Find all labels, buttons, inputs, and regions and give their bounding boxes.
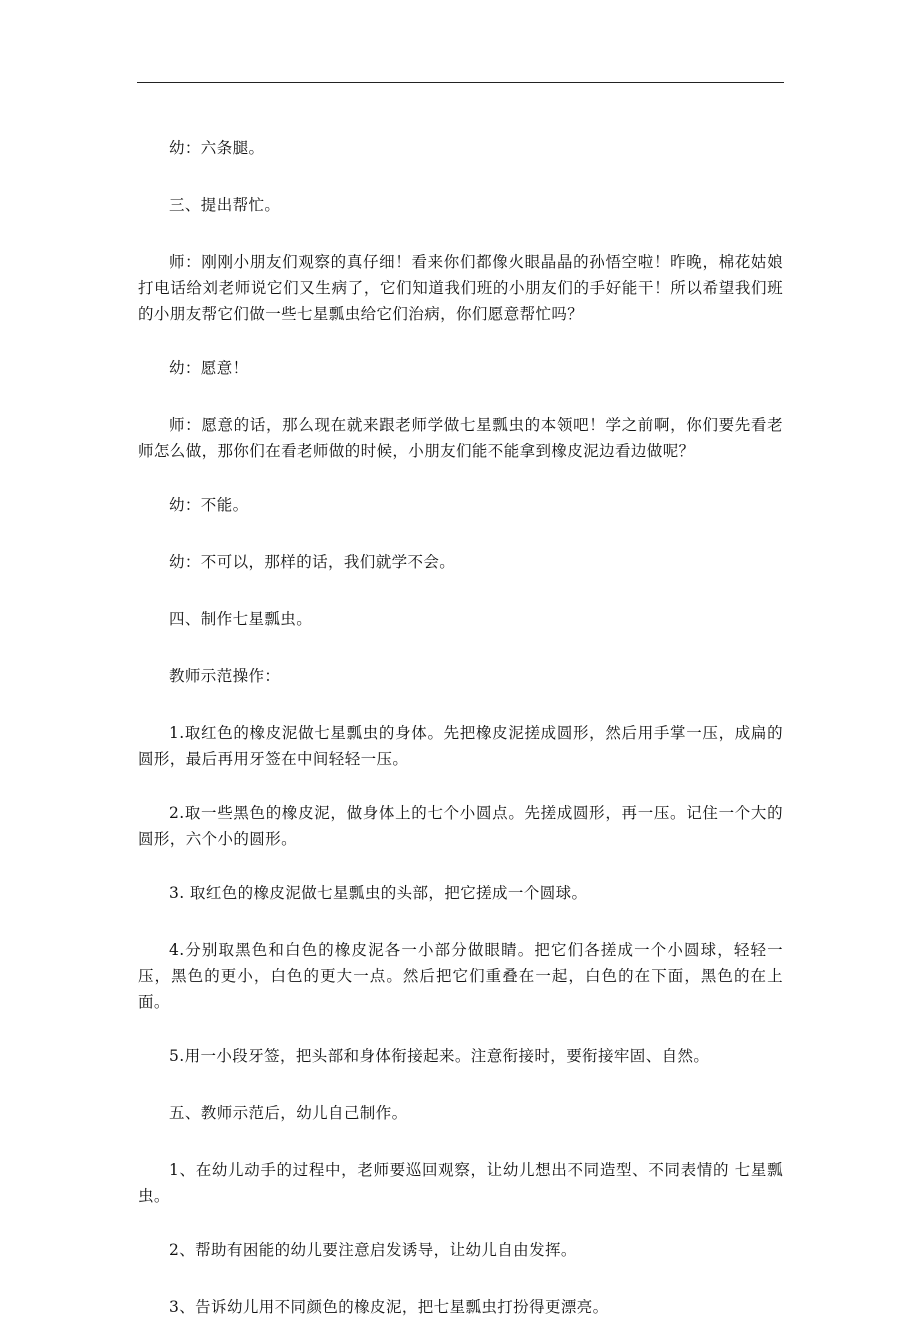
step-5: 5.用一小段牙签，把头部和身体衔接起来。注意衔接时，要衔接牢固、自然。 bbox=[169, 1047, 710, 1065]
section-heading-4: 四、制作七星瓢虫。 bbox=[169, 610, 313, 628]
paragraph-1: 幼：六条腿。 bbox=[169, 139, 265, 157]
paragraph-child-3: 幼：不可以，那样的话，我们就学不会。 bbox=[169, 553, 456, 571]
document-body bbox=[138, 135, 783, 1320]
paragraph-teacher-1: 师：刚刚小朋友们观察的真仔细！看来你们都像火眼晶晶的孙悟空啦！昨晚，棉花姑娘打电话给刘老师说它们又生病了，它们知道我们班的小朋友们的手好能干！所以希望我们班的小朋友帮它们做一些七星瓢虫给它们治病，你们愿意帮忙吗？ bbox=[138, 253, 783, 323]
guide-item-2: 2、帮助有困能的幼儿要注意启发诱导，让幼儿自由发挥。 bbox=[169, 1241, 577, 1259]
step-3: 3. 取红色的橡皮泥做七星瓢虫的头部，把它搓成一个圆球。 bbox=[169, 884, 588, 902]
paragraph-child-1: 幼：愿意！ bbox=[169, 359, 249, 377]
step-1: 1.取红色的橡皮泥做七星瓢虫的身体。先把橡皮泥搓成圆形，然后用手掌一压，成扁的圆形，最后再用牙签在中间轻轻一压。 bbox=[138, 724, 783, 768]
paragraph-demo-title: 教师示范操作： bbox=[169, 667, 281, 685]
paragraph-teacher-2: 师：愿意的话，那么现在就来跟老师学做七星瓢虫的本领吧！学之前啊，你们要先看老师怎么做，那你们在看老师做的时候，小朋友们能不能拿到橡皮泥边看边做呢？ bbox=[138, 416, 783, 460]
section-heading-5: 五、教师示范后，幼儿自己制作。 bbox=[169, 1104, 408, 1122]
section-heading-3: 三、提出帮忙。 bbox=[169, 196, 281, 214]
paragraph-child-2: 幼：不能。 bbox=[169, 496, 249, 514]
header-rule bbox=[137, 82, 784, 83]
step-2: 2.取一些黑色的橡皮泥，做身体上的七个小圆点。先搓成圆形，再一压。记住一个大的圆形，六个小的圆形。 bbox=[138, 804, 783, 848]
guide-item-1: 1、在幼儿动手的过程中，老师要巡回观察，让幼儿想出不同造型、不同表情的 七星瓢虫。 bbox=[138, 1161, 783, 1205]
step-4: 4.分别取黑色和白色的橡皮泥各一小部分做眼睛。把它们各搓成一个小圆球，轻轻一压，黑色的更小，白色的更大一点。然后把它们重叠在一起，白色的在下面，黑色的在上面。 bbox=[138, 941, 783, 1011]
guide-item-3: 3、告诉幼儿用不同颜色的橡皮泥，把七星瓢虫打扮得更漂亮。 bbox=[169, 1298, 609, 1316]
